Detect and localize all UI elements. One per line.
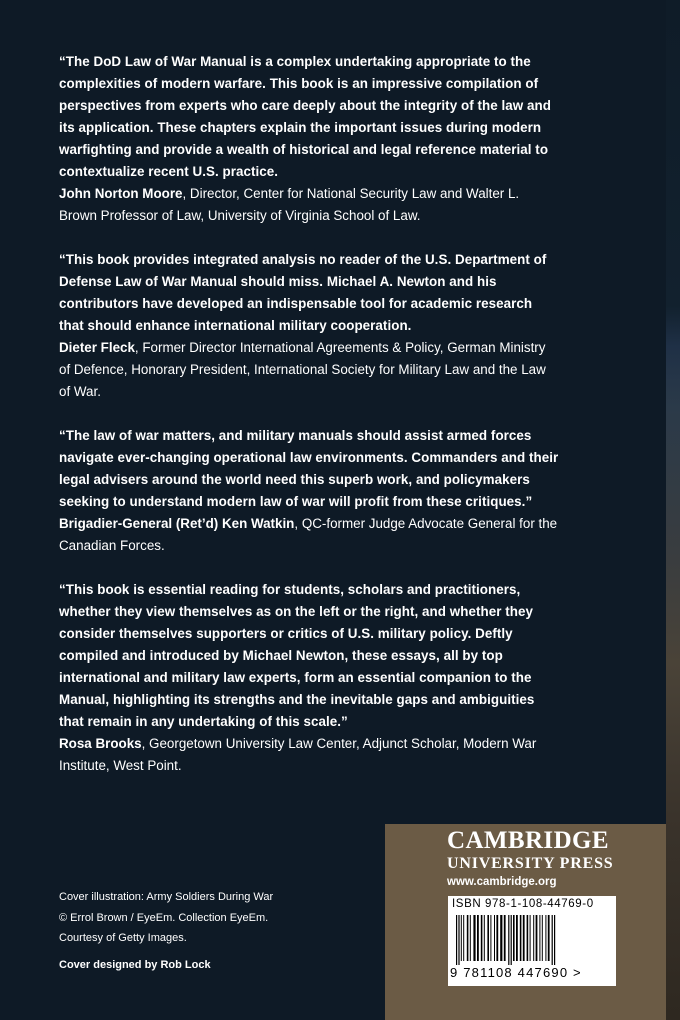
author-name: Dieter Fleck: [59, 340, 135, 355]
isbn-barcode: [448, 896, 616, 986]
barcode-bar: [545, 915, 546, 961]
barcode-bar: [490, 915, 491, 961]
barcode-bar: [467, 915, 469, 961]
author-role: , Former Director International Agreements & Policy, German Ministry of Defence, Honorary President, International Society for Military Law and the Law of War.: [59, 340, 546, 399]
quote-text: “This book is essential reading for students, scholars and practitioners, whether they view themselves as on the left or the right, and whether they consider themselves supporters or critics of U.S. military policy. Deftly compiled and introduced by Michael Newton, these essays, all by top international and military law experts, form an essential companion to the Manual, highlighting its strengths and the inevitable gaps and ambiguities that remain in any undertaking of this scale.”: [59, 582, 535, 729]
cover-credits: [59, 887, 273, 949]
attribution: [59, 733, 559, 777]
barcode-bar: [523, 915, 525, 961]
publisher-logo-name: CAMBRIDGE: [447, 827, 609, 854]
barcode-bar: [539, 915, 540, 961]
barcode-bar: [548, 915, 550, 961]
author-name: Brigadier-General (Ret’d) Ken Watkin: [59, 516, 295, 531]
barcode-bar: [527, 915, 529, 961]
barcode-bar: [456, 915, 457, 965]
barcode-bar: [533, 915, 534, 961]
quote-text: “The law of war matters, and military manuals should assist armed forces navigate ever-changing operational law environments. Commanders and their legal advisers around the world need this superb work, and policymakers seeking to understand modern law of war will profit from these critiques.”: [59, 428, 559, 509]
barcode-bar: [516, 915, 518, 961]
barcode-bar: [470, 915, 471, 961]
author-role: , Georgetown University Law Center, Adjunct Scholar, Modern War Institute, West Point.: [59, 736, 537, 773]
credit-line-3: Courtesy of Getty Images.: [59, 932, 187, 944]
barcode-bar: [552, 915, 553, 965]
barcode-bar: [494, 915, 495, 961]
publisher-url: www.cambridge.org: [447, 876, 557, 888]
credit-line-1: Cover illustration: Army Soldiers During War: [59, 891, 274, 903]
cover-designer: Cover designed by Rob Lock: [59, 959, 211, 971]
barcode-bar: [500, 915, 502, 961]
isbn-label: ISBN: [452, 898, 482, 910]
endorsement-moore: [59, 51, 559, 227]
attribution: [59, 513, 559, 557]
barcode-bar: [463, 915, 464, 961]
cover-photo-edge: [666, 0, 680, 1020]
attribution: [59, 337, 559, 403]
quote-text: “This book provides integrated analysis no reader of the U.S. Department of Defense Law of War Manual should miss. Michael A. Newton and his contributors have developed an indispensable tool for academic research that should enhance international military cooperation.: [59, 252, 547, 333]
barcode-bar: [477, 915, 479, 961]
barcode-bar: [511, 915, 512, 965]
attribution: [59, 183, 559, 227]
quote-text: “The DoD Law of War Manual is a complex undertaking appropriate to the complexities of modern warfare. This book is an impressive compilation of perspectives from experts who care deeply about the integrity of the law and its application. These chapters explain the important issues during modern warfighting and provide a wealth of historical and legal reference material to contextualize recent U.S. practice.: [59, 54, 551, 179]
barcode-bar: [536, 915, 538, 961]
barcode-bar: [554, 915, 555, 965]
endorsements: [59, 51, 559, 799]
author-role: , Director, Center for National Security Law and Walter L. Brown Professor of Law, University of Virginia School of Law.: [59, 186, 520, 223]
endorsement-watkin: [59, 425, 559, 557]
endorsement-brooks: [59, 579, 559, 777]
barcode-bar: [520, 915, 522, 961]
barcode-bar: [508, 915, 509, 965]
barcode-bars: [456, 915, 608, 965]
barcode-bar: [504, 915, 506, 961]
barcode-bar: [542, 915, 543, 961]
barcode-bar: [530, 915, 531, 961]
barcode-bar: [513, 915, 515, 961]
barcode-digits: 9 781108 447690 >: [450, 965, 582, 980]
barcode-bar: [461, 915, 462, 961]
isbn-number: 978-1-108-44769-0: [485, 898, 594, 910]
barcode-bar: [496, 915, 498, 961]
author-name: Rosa Brooks: [59, 736, 142, 751]
isbn-line: [452, 898, 594, 910]
barcode-bar: [473, 915, 475, 961]
author-name: John Norton Moore: [59, 186, 183, 201]
author-role: , QC-former Judge Advocate General for the Canadian Forces.: [59, 516, 558, 553]
barcode-bar: [484, 915, 485, 961]
barcode-bar: [458, 915, 459, 965]
publisher-logo-press: UNIVERSITY PRESS: [447, 855, 614, 872]
endorsement-fleck: [59, 249, 559, 403]
barcode-bar: [481, 915, 483, 961]
barcode-bar: [487, 915, 489, 961]
credit-line-2: © Errol Brown / EyeEm. Collection EyeEm.: [59, 911, 269, 924]
